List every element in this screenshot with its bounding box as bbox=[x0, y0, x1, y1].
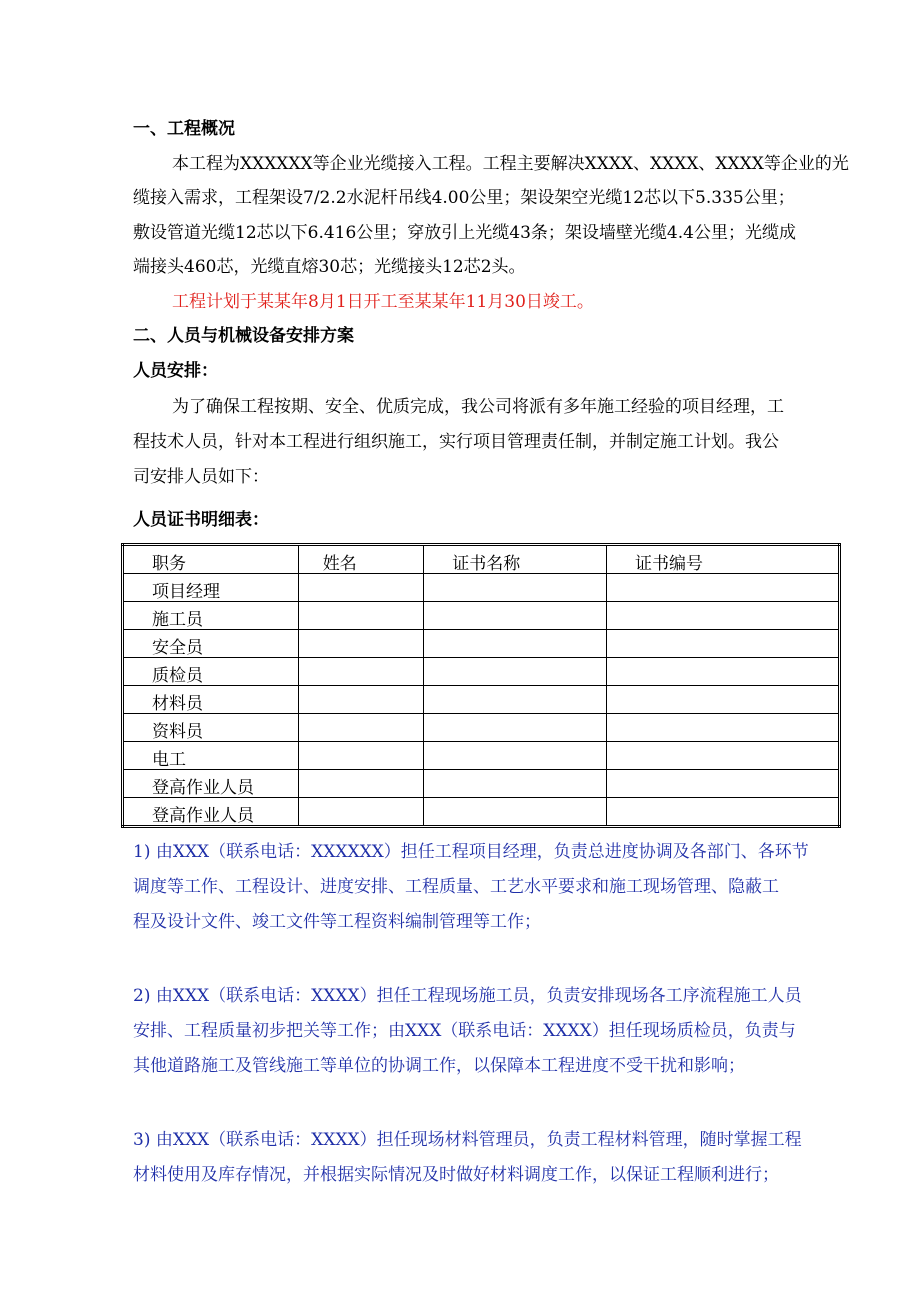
section2-heading: 二、人员与机械设备安排方案 bbox=[133, 326, 354, 346]
row-cert-name bbox=[424, 714, 607, 742]
row-role: 质检员 bbox=[123, 658, 299, 686]
row-role: 登高作业人员 bbox=[123, 798, 299, 827]
row-cert-no bbox=[607, 602, 840, 630]
row-name bbox=[298, 770, 424, 798]
duty3-line-2: 材料使用及库存情况，并根据实际情况及时做好材料调度工作，以保证工程顺利进行； bbox=[133, 1165, 779, 1185]
row-name bbox=[298, 742, 424, 770]
row-cert-name bbox=[424, 742, 607, 770]
duty3-line-1: 3) 由XXX（联系电话：XXXX）担任现场材料管理员，负责工程材料管理，随时掌握工程 bbox=[133, 1130, 802, 1150]
certificate-table bbox=[121, 543, 841, 828]
overview-line-3: 敷设管道光缆12芯以下6.416公里；穿放引上光缆43条；架设墙壁光缆4.4公里；光缆成 bbox=[133, 223, 796, 243]
schedule-text: 工程计划于某某年8月1日开工至某某年11月30日竣工。 bbox=[172, 292, 594, 312]
row-name bbox=[298, 574, 424, 602]
table-row bbox=[123, 798, 840, 827]
row-cert-no bbox=[607, 770, 840, 798]
row-name bbox=[298, 686, 424, 714]
row-cert-no bbox=[607, 798, 840, 827]
row-cert-no bbox=[607, 630, 840, 658]
duty1-line-2: 调度等工作、工程设计、进度安排、工程质量、工艺水平要求和施工现场管理、隐蔽工 bbox=[133, 877, 779, 897]
section1-heading: 一、工程概况 bbox=[133, 119, 235, 139]
table-row bbox=[123, 658, 840, 686]
row-role: 电工 bbox=[123, 742, 299, 770]
row-cert-no bbox=[607, 714, 840, 742]
row-cert-name bbox=[424, 770, 607, 798]
overview-line-1: 本工程为XXXXXX等企业光缆接入工程。工程主要解决XXXX、XXXX、XXXX等企业的光 bbox=[172, 154, 849, 174]
table-header-row bbox=[123, 545, 840, 574]
staff-line-3: 司安排人员如下： bbox=[133, 467, 269, 487]
row-role: 材料员 bbox=[123, 686, 299, 714]
row-cert-name bbox=[424, 798, 607, 827]
row-role: 项目经理 bbox=[123, 574, 299, 602]
row-cert-name bbox=[424, 602, 607, 630]
row-cert-no bbox=[607, 658, 840, 686]
overview-line-2: 缆接入需求，工程架设7/2.2水泥杆吊线4.00公里；架设架空光缆12芯以下5.335公里； bbox=[133, 188, 795, 208]
row-cert-name bbox=[424, 658, 607, 686]
table-row bbox=[123, 686, 840, 714]
table-row bbox=[123, 630, 840, 658]
table-row bbox=[123, 770, 840, 798]
staff-line-2: 程技术人员，针对本工程进行组织施工，实行项目管理责任制，并制定施工计划。我公 bbox=[133, 432, 779, 452]
row-role: 施工员 bbox=[123, 602, 299, 630]
row-cert-name bbox=[424, 686, 607, 714]
staff-line-1: 为了确保工程按期、安全、优质完成，我公司将派有多年施工经验的项目经理，工 bbox=[172, 397, 784, 417]
row-name bbox=[298, 714, 424, 742]
row-cert-name bbox=[424, 574, 607, 602]
header-name: 姓名 bbox=[298, 545, 424, 574]
row-name bbox=[298, 658, 424, 686]
row-cert-no bbox=[607, 574, 840, 602]
row-role: 安全员 bbox=[123, 630, 299, 658]
header-cert-no: 证书编号 bbox=[607, 545, 840, 574]
table-row bbox=[123, 714, 840, 742]
duty1-line-1: 1) 由XXX（联系电话：XXXXXX）担任工程项目经理，负责总进度协调及各部门、各环节 bbox=[133, 842, 809, 862]
row-name bbox=[298, 798, 424, 827]
table-row bbox=[123, 574, 840, 602]
overview-line-4: 端接头460芯，光缆直熔30芯；光缆接头12芯2头。 bbox=[133, 257, 526, 277]
staff-heading: 人员安排： bbox=[133, 361, 218, 381]
table-heading: 人员证书明细表： bbox=[133, 510, 269, 530]
row-cert-no bbox=[607, 742, 840, 770]
row-role: 登高作业人员 bbox=[123, 770, 299, 798]
row-name bbox=[298, 602, 424, 630]
row-role: 资料员 bbox=[123, 714, 299, 742]
header-cert-name: 证书名称 bbox=[424, 545, 607, 574]
row-cert-name bbox=[424, 630, 607, 658]
table-row bbox=[123, 742, 840, 770]
header-role: 职务 bbox=[123, 545, 299, 574]
duty2-line-2: 安排、工程质量初步把关等工作；由XXX（联系电话：XXXX）担任现场质检员，负责与 bbox=[133, 1021, 796, 1041]
row-name bbox=[298, 630, 424, 658]
duty2-line-3: 其他道路施工及管线施工等单位的协调工作，以保障本工程进度不受干扰和影响； bbox=[133, 1056, 745, 1076]
duty1-line-3: 程及设计文件、竣工文件等工程资料编制管理等工作； bbox=[133, 912, 541, 932]
row-cert-no bbox=[607, 686, 840, 714]
duty2-line-1: 2) 由XXX（联系电话：XXXX）担任工程现场施工员，负责安排现场各工序流程施工人员 bbox=[133, 986, 802, 1006]
table-row bbox=[123, 602, 840, 630]
